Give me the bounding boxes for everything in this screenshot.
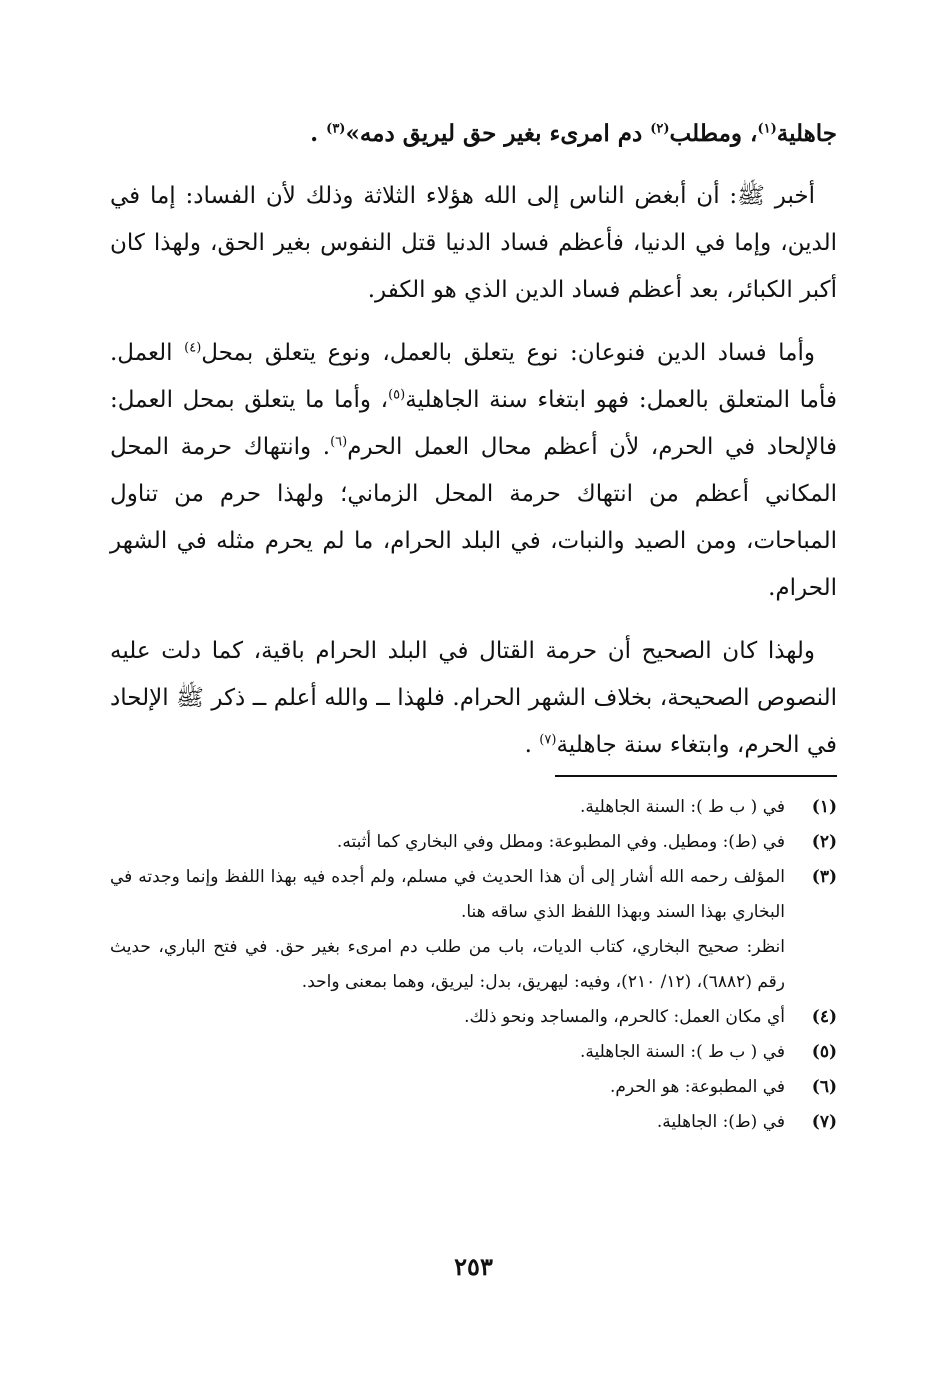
text-run: دم امرىء بغير حق ليريق دمه» [345,120,651,147]
text-run: جاهلية [776,120,837,147]
text-run: . [310,120,327,147]
footnote-number: (١) [811,797,837,817]
text-run: العمل. فأما المتعلق بالعمل: فهو ابتغاء سنة الجاهلية [110,340,837,413]
paragraph-4 [110,628,837,769]
footnote-separator [555,775,837,777]
footnote-text: أي مكان العمل: كالحرم، والمساجد ونحو ذلك. [464,1007,785,1027]
text-run: وأما فساد الدين فنوعان: نوع يتعلق بالعمل، ونوع يتعلق بمحل [201,340,815,366]
paragraph-1 [110,110,837,157]
footnote-text-part-1: المؤلف رحمه الله أشار إلى أن هذا الحديث في مسلم، ولم أجده فيه بهذا اللفظ وإنما وجدته في البخاري بهذا السند وبهذا اللفظ الذي ساقه هنا. [110,867,785,922]
footnote-ref-4[interactable]: (٤) [184,340,202,356]
text-run: . وانتهاك حرمة المحل المكاني أعظم من انتهاك حرمة المحل الزماني؛ ولهذا حرم من تناول المباحات، ومن الصيد والنبات، في البلد الحرام، ما لم يحرم مثله في الشهر الحرام. [110,434,837,601]
footnote-5 [110,1035,837,1070]
footnote-ref-6[interactable]: (٦) [330,434,348,450]
page-number: ٢٥٣ [454,1252,493,1281]
paragraph-2: أخبر ﷺ: أن أبغض الناس إلى الله هؤلاء الثلاثة وذلك لأن الفساد: إما في الدين، وإما في الدنيا، فأعظم فساد الدنيا قتل النفوس بغير الحق، ولهذا كان أكبر الكبائر، بعد أعظم فساد الدين الذي هو الكفر. [110,183,837,303]
footnote-number: (٧) [811,1112,837,1132]
main-text [110,110,837,785]
text-run: ولهذا كان الصحيح أن حرمة القتال في البلد الحرام باقية، كما دلت عليه النصوص الصحيحة، بخلاف الشهر الحرام. فلهذا ــ والله أعلم ــ ذكر ﷺ الإلحاد في الحرم، وابتغاء سنة جاهلية [110,638,837,758]
footnote-2 [110,825,837,860]
footnote-text-part-2: انظر: صحيح البخاري، كتاب الديات، باب من طلب دم امرىء بغير حق. في فتح الباري، حديث رقم (٦٨٨٢)، (١٢/ ٢١٠)، وفيه: ليهريق، بدل: ليريق، وهما بمعنى واحد. [110,937,785,992]
footnote-text [110,860,785,1000]
footnote-4 [110,1000,837,1035]
footnote-ref-1[interactable]: (١) [757,121,777,137]
footnote-7 [110,1105,837,1140]
footnote-ref-7[interactable]: (٧) [539,732,557,748]
footnote-ref-3[interactable]: (٣) [326,121,346,137]
footnote-ref-2[interactable]: (٢) [650,121,670,137]
footnote-1 [110,790,837,825]
footnote-3 [110,860,837,1000]
footnote-number: (٥) [811,1042,837,1062]
text-run: ، وأما ما يتعلق بمحل العمل: فالإلحاد في الحرم، لأن أعظم محال العمل الحرم [110,387,838,460]
footnote-text: في (ط): الجاهلية. [656,1112,785,1132]
footnote-6 [110,1070,837,1105]
footnote-number: (٣) [811,867,837,887]
footnote-text: في المطبوعة: هو الحرم. [609,1077,785,1097]
footnote-ref-5[interactable]: (٥) [388,387,406,403]
footnote-text: في ( ب ط ): السنة الجاهلية. [579,797,785,817]
footnotes [110,790,837,1140]
footnote-number: (٤) [811,1007,837,1027]
footnote-text: في ( ب ط ): السنة الجاهلية. [579,1042,785,1062]
text-run: ، ومطلب [669,120,758,147]
footnote-number: (٢) [811,832,837,852]
footnote-number: (٦) [811,1077,837,1097]
text-run: . [524,732,540,758]
footnote-text: في (ط): ومطيل. وفي المطبوعة: ومطل وفي البخاري كما أثبته. [336,832,785,852]
paragraph-3 [110,330,837,612]
